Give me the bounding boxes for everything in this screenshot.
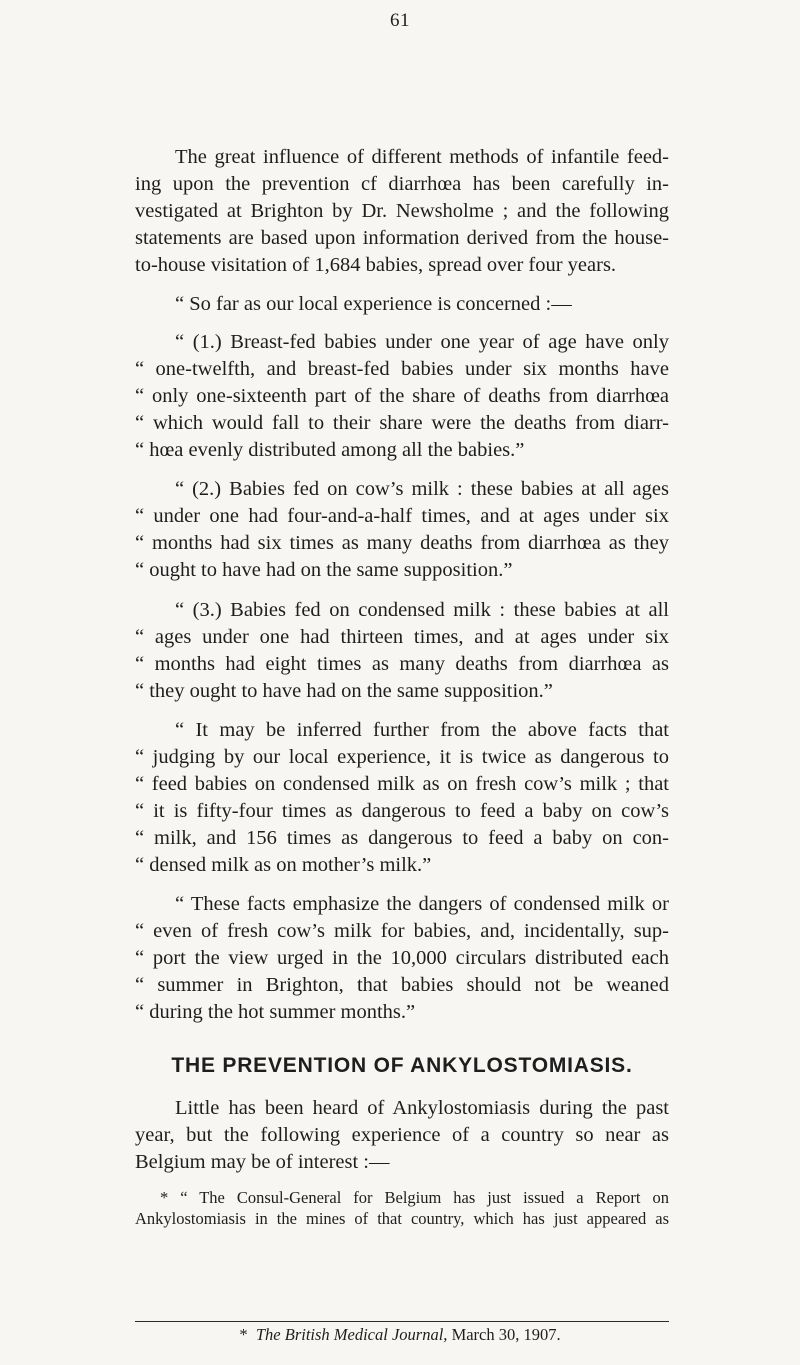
quote-line: “ These facts emphasize the dangers of condensed milk or bbox=[175, 893, 669, 915]
quote-line: “ months had eight times as many deaths from diarrhœa as bbox=[135, 653, 669, 675]
quote-line: “ (2.) Babies fed on cow’s milk : these babies at all ages bbox=[175, 478, 669, 500]
quote-line: “ summer in Brighton, that babies should not be weaned bbox=[135, 974, 669, 996]
footnote bbox=[0, 1325, 800, 1345]
quote-line: “ even of fresh cow’s milk for babies, and, incidentally, sup- bbox=[135, 920, 669, 942]
quote-line: “ one-twelfth, and breast-fed babies under six months have bbox=[135, 358, 669, 380]
section-heading: THE PREVENTION OF ANKYLOSTOMIASIS. bbox=[171, 1054, 633, 1077]
quote-line: “ milk, and 156 times as dangerous to feed a baby on con- bbox=[135, 827, 669, 849]
quote-line: “ ages under one had thirteen times, and at ages under six bbox=[135, 626, 669, 648]
quote-line: “ (1.) Breast-fed babies under one year of age have only bbox=[175, 331, 669, 353]
quote-line: “ only one-sixteenth part of the share of deaths from diarrhœa bbox=[135, 385, 669, 407]
quote-line: “ port the view urged in the 10,000 circulars distributed each bbox=[135, 947, 669, 969]
footnote-date: March 30, 1907. bbox=[451, 1325, 561, 1344]
paragraph-line: Belgium may be of interest :— bbox=[135, 1151, 390, 1173]
quote-line: “ feed babies on condensed milk as on fresh cow’s milk ; that bbox=[135, 773, 669, 795]
quote-line: “ judging by our local experience, it is twice as dangerous to bbox=[135, 746, 669, 768]
quote-intro: “ So far as our local experience is concerned :— bbox=[175, 293, 572, 315]
quote-line: “ months had six times as many deaths from diarrhœa as they bbox=[135, 532, 669, 554]
quote-line: “ it is fifty-four times as dangerous to feed a baby on cow’s bbox=[135, 800, 669, 822]
quote-line: “ they ought to have had on the same supposition.” bbox=[135, 680, 553, 702]
quote-line: “ which would fall to their share were the deaths from diarr- bbox=[135, 412, 669, 434]
quote-line: “ under one had four-and-a-half times, and at ages under six bbox=[135, 505, 669, 527]
footnote-rule bbox=[135, 1321, 669, 1322]
paragraph-line: statements are based upon information derived from the house- bbox=[135, 227, 669, 249]
paragraph-line: The great influence of different methods of infantile feed- bbox=[175, 146, 669, 168]
small-quote-line: Ankylostomiasis in the mines of that country, which has just appeared as bbox=[135, 1209, 669, 1228]
quote-line: “ It may be inferred further from the above facts that bbox=[175, 719, 669, 741]
paragraph-line: Little has been heard of Ankylostomiasis during the past bbox=[175, 1097, 669, 1119]
quote-line: “ during the hot summer months.” bbox=[135, 1001, 416, 1023]
quote-line: “ ought to have had on the same supposition.” bbox=[135, 559, 513, 581]
footnote-marker: * bbox=[239, 1325, 248, 1344]
footnote-journal: The British Medical Journal, bbox=[255, 1325, 448, 1344]
paragraph-line: year, but the following experience of a country so near as bbox=[135, 1124, 669, 1146]
page-number: 61 bbox=[390, 10, 410, 31]
paragraph-line: to-house visitation of 1,684 babies, spread over four years. bbox=[135, 254, 617, 276]
quote-line: “ hœa evenly distributed among all the babies.” bbox=[135, 439, 525, 461]
paragraph-line: vestigated at Brighton by Dr. Newsholme ; and the following bbox=[135, 200, 669, 222]
paragraph-line: ing upon the prevention cf diarrhœa has been carefully in- bbox=[135, 173, 669, 195]
quote-line: “ (3.) Babies fed on condensed milk : these babies at all bbox=[175, 599, 669, 621]
quote-line: “ densed milk as on mother’s milk.” bbox=[135, 854, 432, 876]
small-quote-line: * “ The Consul-General for Belgium has just issued a Report on bbox=[160, 1188, 669, 1207]
